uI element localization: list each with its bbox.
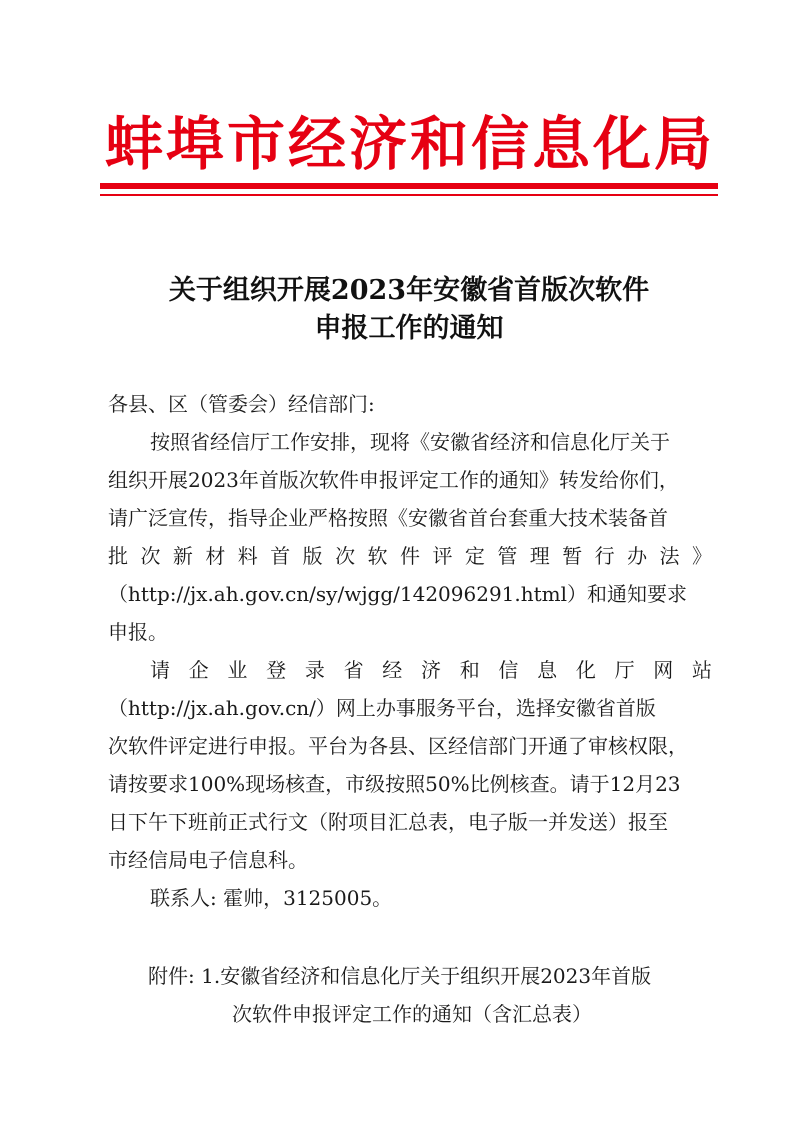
paragraph-1-line-2: 组织开展2023年首版次软件申报评定工作的通知》转发给你们，	[108, 468, 679, 492]
paragraph-2-line-5: 日下午下班前正式行文（附项目汇总表，电子版一并发送）报至	[108, 810, 668, 834]
contact-line: 联系人: 霍帅，3125005。	[150, 886, 393, 910]
document-title	[100, 272, 718, 348]
paragraph-1-line-3: 请广泛宣传，指导企业严格按照《安徽省首台套重大技术装备首	[108, 506, 668, 530]
paragraph-1-line-4: 批次新材料首版次软件评定管理暂行办法》	[108, 544, 712, 568]
attachment-block	[148, 957, 704, 1033]
document-body	[108, 385, 712, 917]
masthead-rule-thick	[100, 183, 718, 189]
paragraph-1-line-5: （http://jx.ah.gov.cn/sy/wjgg/142096291.html）和通知要求	[108, 582, 688, 606]
paragraph-2-line-6: 市经信局电子信息科。	[108, 848, 308, 872]
paragraph-2-line-2: （http://jx.ah.gov.cn/）网上办事服务平台，选择安徽省首版	[108, 696, 656, 720]
paragraph-1-line-1: 按照省经信厅工作安排，现将《安徽省经济和信息化厅关于	[150, 430, 670, 454]
paragraph-2-line-3: 次软件评定进行申报。平台为各县、区经信部门开通了审核权限，	[108, 734, 688, 758]
attachment-item-1: 1.安徽省经济和信息化厅关于组织开展2023年首版	[201, 964, 652, 988]
paragraph-2-line-4: 请按要求100%现场核查，市级按照50%比例核查。请于12月23	[108, 772, 681, 796]
salutation: 各县、区（管委会）经信部门:	[108, 392, 375, 416]
attachment-label: 附件:	[148, 964, 202, 988]
attachment-item-1-continued: 次软件申报评定工作的通知（含汇总表）	[232, 1002, 592, 1026]
paragraph-1-line-6: 申报。	[108, 620, 168, 644]
title-line-2: 申报工作的通知	[314, 313, 504, 344]
masthead-org-name: 蚌埠市经济和信息化局	[104, 110, 715, 178]
masthead-rule-thin	[100, 194, 718, 196]
paragraph-2-line-1: 请企业登录省经济和信息化厅网站	[150, 658, 712, 682]
title-line-1: 关于组织开展2023年安徽省首版次软件	[168, 275, 650, 306]
